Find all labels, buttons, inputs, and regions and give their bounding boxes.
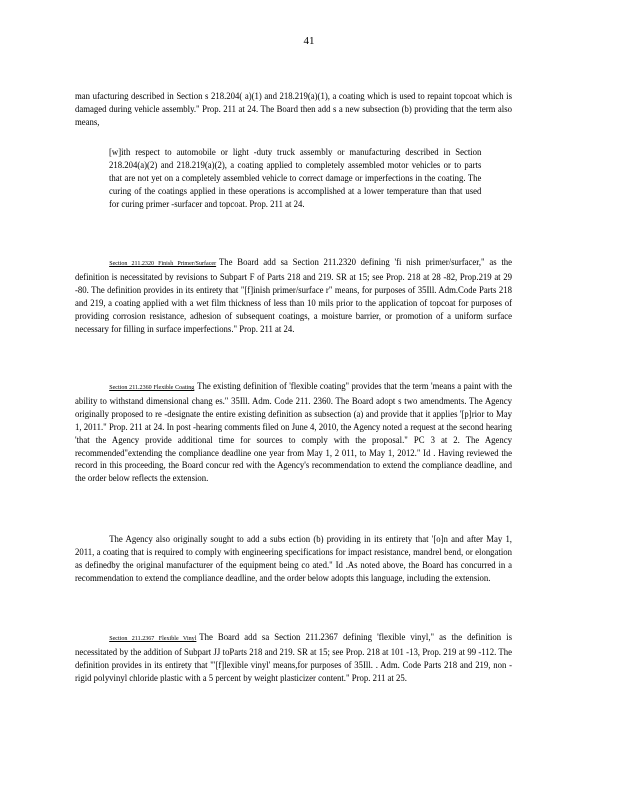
section-heading-211-2360: Section 211.2360 Flexible Coating <box>109 384 195 391</box>
paragraph-1: man ufacturing described in Section s 218.204( a)(1) and 218.219(a)(1), a coating which is used to repaint topcoat which is damaged during vehicle assembly." Prop. 211 at 24. The Board then add s a new subsection (b) providing that the term also means, <box>75 91 512 127</box>
page-number: 41 <box>303 35 315 47</box>
block-quote: [w]ith respect to automobile or light -duty truck assembly or manufacturing described in Section 218.204(a)(2) and 218.219(a)(2), a coating applied to completely assembled motor vehicles or to parts that are not yet on a completely assembled vehicle to correct damage or imperfections in the coating. The curing of the coatings applied in these operations is accomplished at a lower temperature than that used for curing primer -surfacer and topcoat. Prop. 211 at 24. <box>109 147 482 209</box>
paragraph-flexible-vinyl <box>75 631 512 685</box>
section-heading-211-2320: Section 211.2320 Finish Primer/Surfacer <box>109 260 217 267</box>
paragraph-text: The Board add sa Section 211.2320 defining 'fi nish primer/surfacer," as the definition is necessitated by revisions to Subpart F of Parts 218 and 219. SR at 15; see Prop. 218 at 28 -82, Prop.219 at 29 -80. The definition provides in its entirety that "[f]inish primer/surface r" means, for purposes of 35Ill. Adm.Code Parts 218 and 219, a coating applied with a wet film thickness of less than 10 mils prior to the application of topcoat for purposes of providing corrosion resistance, adhesion of subsequent coatings, a moisture barrier, or promotion of a uniform surface necessary for filling in surface imperfections." Prop. 211 at 24. <box>75 257 512 334</box>
paragraph-agency-subsection: The Agency also originally sought to add a subs ection (b) providing in its entirety that '[o]n and after May 1, 2011, a coating that is required to comply with engineering specifications for impact resistance, mandrel bend, or elongation as definedby the original manufacturer of the equipment being co ated." Id .As noted above, the Board has concurred in a recommendation to extend the compliance deadline, and the order below adopts this language, including the extension. <box>75 534 512 583</box>
paragraph-flexible-coating <box>75 380 512 485</box>
paragraph-finish-primer <box>75 256 512 335</box>
paragraph-text: The Board add sa Section 211.2367 defining 'flexible vinyl," as the definition is necessitated by the addition of Subpart JJ toParts 218 and 219. SR at 15; see Prop. 218 at 101 -13, Prop. 219 at 99 -112. The definition provides in its entirety that '"[f]lexible vinyl' means,for purposes of 35Ill. . Adm. Code Parts 218 and 219, non -rigid polyvinyl chloride plastic with a 5 percent by weight plasticizer content." Prop. 211 at 25. <box>75 632 512 683</box>
paragraph-text: The existing definition of 'flexible coating" provides that the term 'means a paint with the ability to withstand dimensional chang es." 35Ill. Adm. Code 211. 2360. The Board adopt s two amendments. The Agency originally proposed to re -designate the entire existing definition as subsection (a) and provide that it applies '[p]rior to May 1, 2011." Prop. 211 at 24. In post -hearing comments filed on June 4, 2010, the Agency noted a request at the second hearing 'that the Agency provide additional time for sources to comply with the proposal." PC 3 at 2. The Agency recommended"extending the compliance deadline one year from May 1, 2 011, to May 1, 2012." Id . Having reviewed the record in this proceeding, the Board concur red with the Agency's recommendation to extend the compliance deadline, and the order below reflects the extension. <box>75 381 512 484</box>
section-heading-211-2367: Section 211.2367 Flexible Vinyl <box>109 635 197 642</box>
